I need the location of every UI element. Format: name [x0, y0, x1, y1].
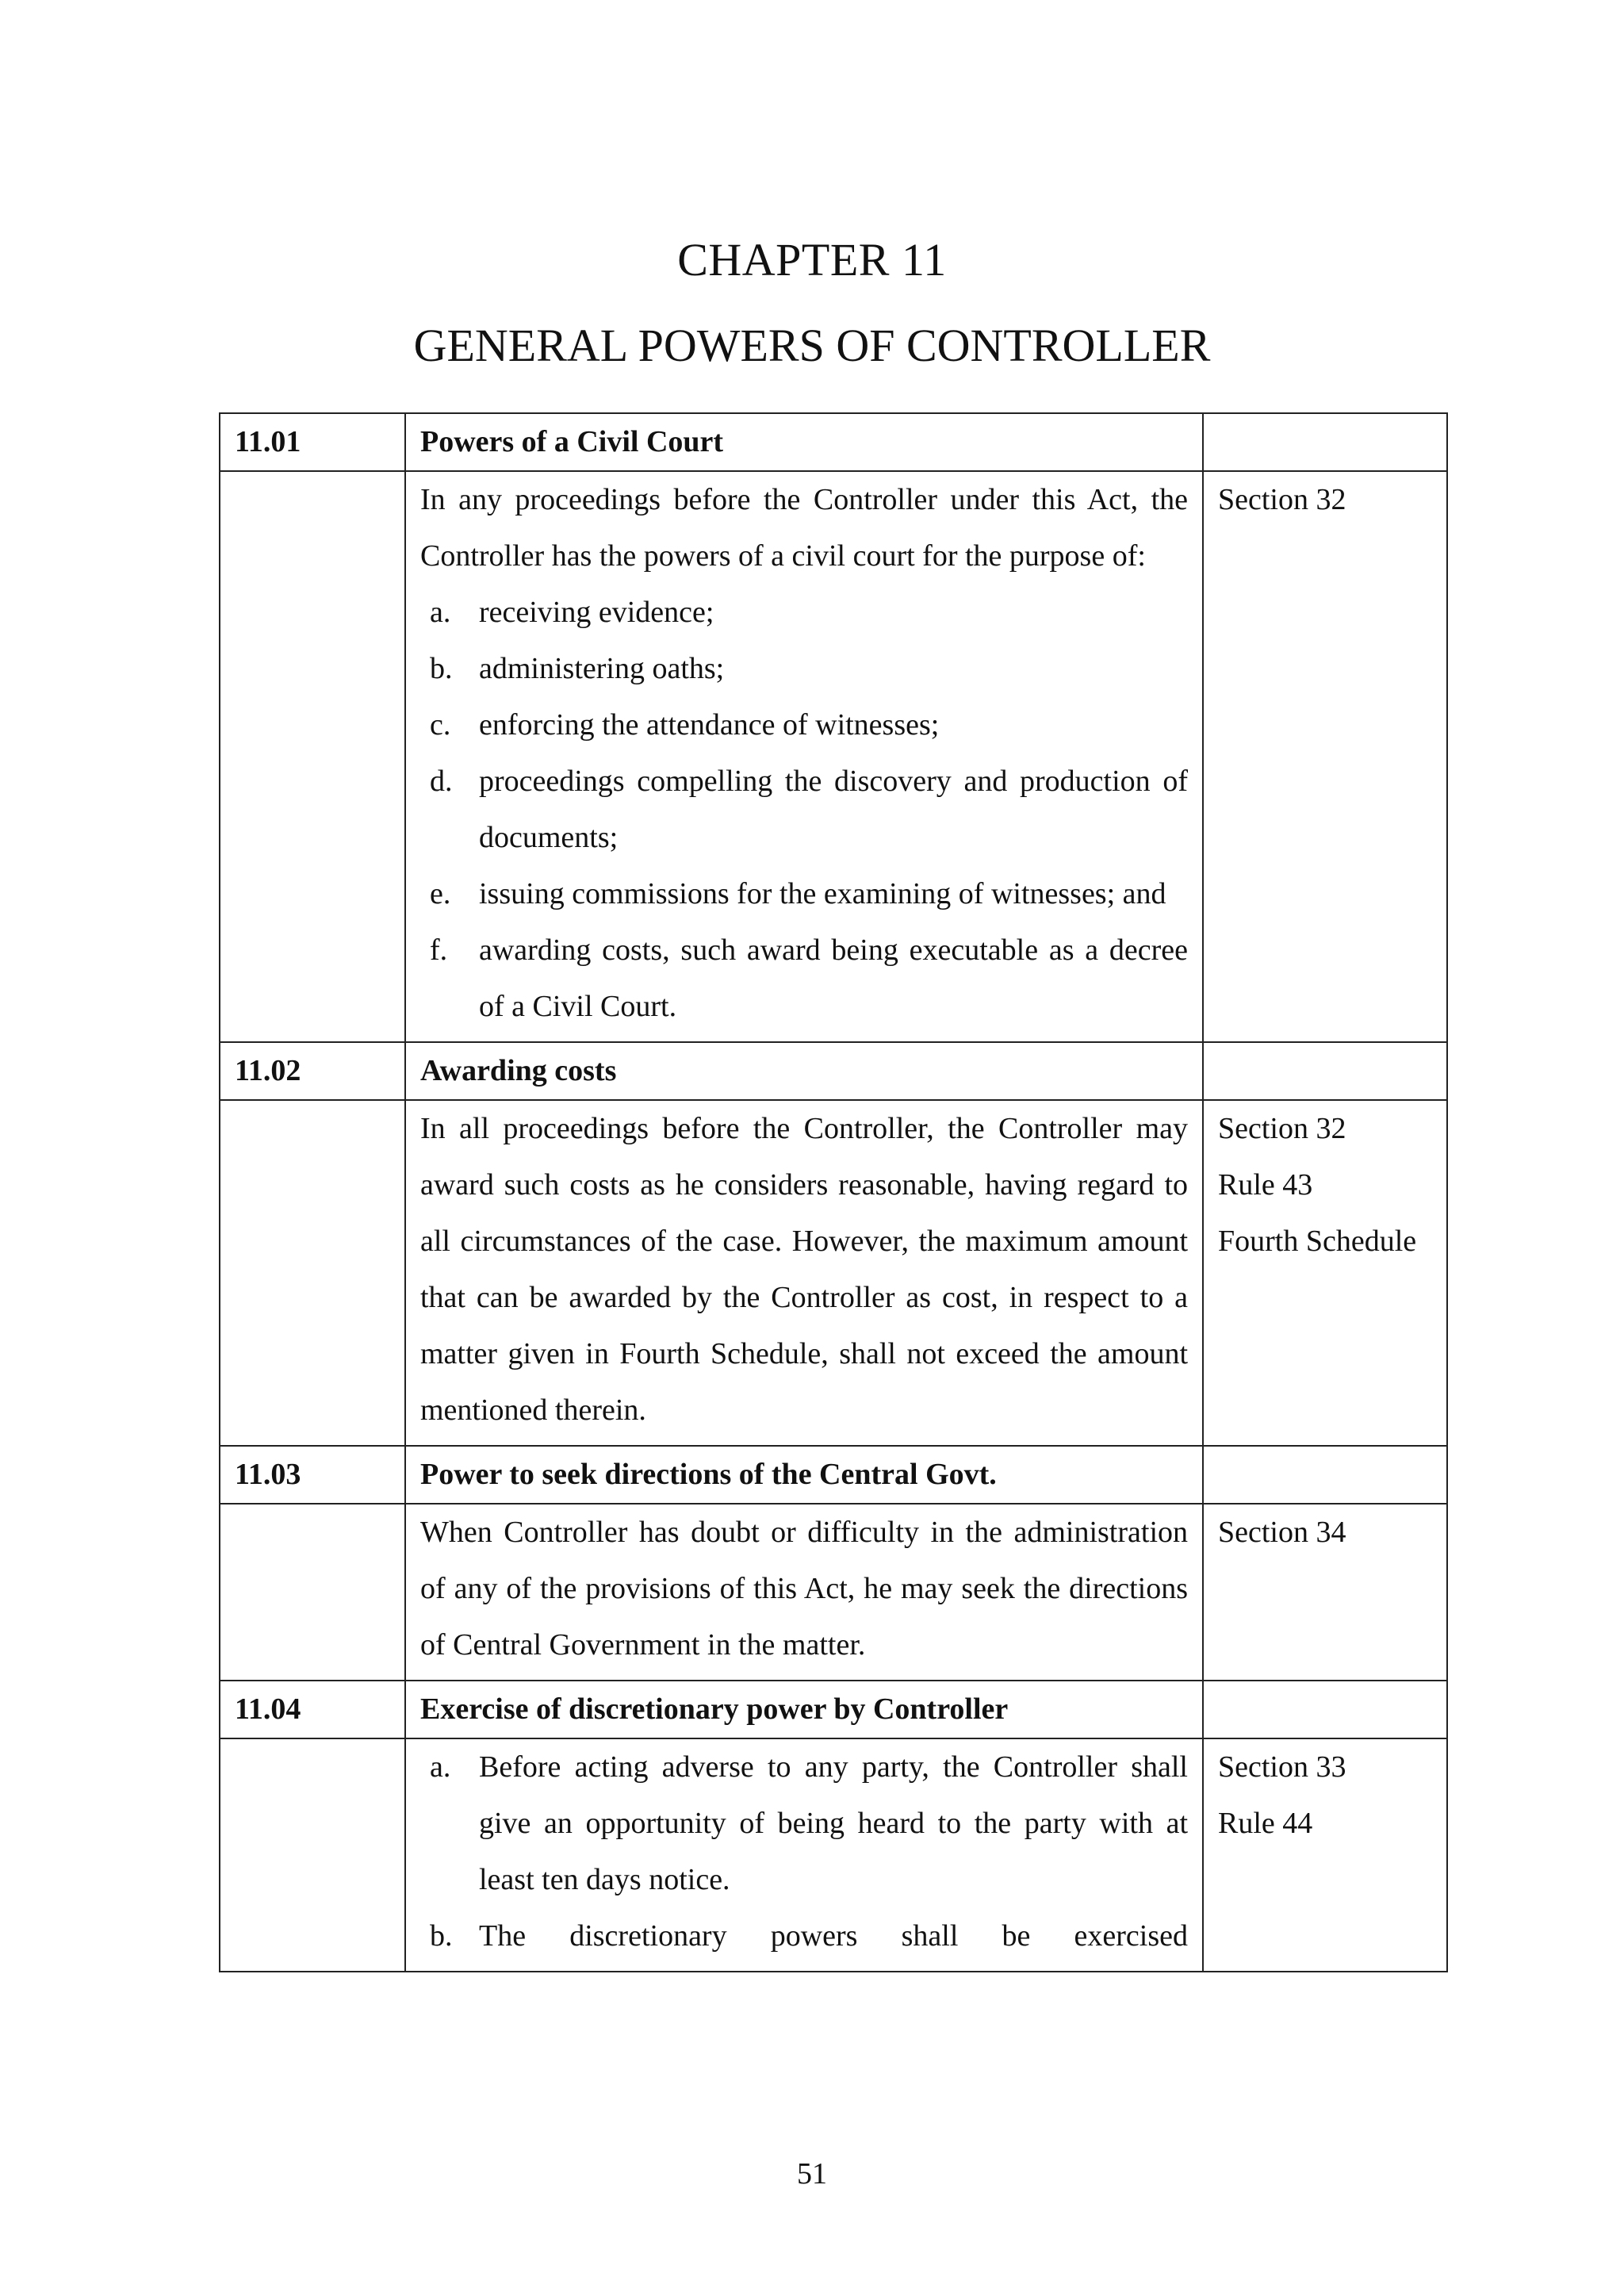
list-marker: d.	[430, 765, 453, 798]
list-marker: a.	[430, 596, 451, 629]
list-item	[420, 1908, 1188, 1964]
section-heading: Power to seek directions of the Central Govt.	[405, 1446, 1203, 1504]
list-item	[420, 697, 1188, 753]
list-marker: c.	[430, 708, 451, 742]
page-number: 51	[797, 2157, 827, 2191]
reference: Rule 43	[1218, 1168, 1313, 1202]
number-cell-empty	[220, 1100, 405, 1446]
reference-cell-empty	[1203, 1042, 1447, 1100]
list-item-text: issuing commissions for the examining of witnesses; and	[479, 877, 1166, 910]
chapter-subtitle: GENERAL POWERS OF CONTROLLER	[413, 320, 1211, 371]
item-list	[420, 585, 1188, 1035]
list-marker: e.	[430, 877, 451, 910]
list-item-text: The discretionary powers shall be exercised	[479, 1919, 1188, 1953]
list-item	[420, 753, 1188, 866]
section-heading-row	[220, 413, 1447, 471]
section-body-row	[220, 1100, 1447, 1446]
list-item-text: Before acting adverse to any party, the Controller shall give an opportunity of being heard to the party with at least ten days notice.	[479, 1750, 1188, 1896]
section-body	[405, 1738, 1203, 1972]
reference-cell	[1203, 471, 1447, 1042]
reference-cell-empty	[1203, 1681, 1447, 1738]
section-body	[405, 1100, 1203, 1446]
section-intro: In any proceedings before the Controller under this Act, the Controller has the powers of a civil court for the purpose of:	[420, 483, 1188, 573]
section-intro: In all proceedings before the Controller, the Controller may award such costs as he considers reasonable, having regard to all circumstances of the case. However, the maximum amount that can be awarded by the Controller as cost, in respect to a matter given in Fourth Schedule, shall not exceed the amount mentioned therein.	[420, 1112, 1188, 1427]
section-number: 11.04	[220, 1681, 405, 1738]
list-marker: b.	[430, 652, 453, 685]
number-cell-empty	[220, 1738, 405, 1972]
section-heading: Awarding costs	[405, 1042, 1203, 1100]
section-body-row	[220, 1504, 1447, 1681]
section-body-row	[220, 1738, 1447, 1972]
list-item-text: awarding costs, such award being executable as a decree of a Civil Court.	[479, 933, 1188, 1023]
chapter-title: CHAPTER 11	[677, 234, 947, 286]
reference: Section 34	[1218, 1516, 1346, 1549]
list-item-text: proceedings compelling the discovery and production of documents;	[479, 765, 1188, 854]
list-item-text: enforcing the attendance of witnesses;	[479, 708, 940, 742]
manual-table	[219, 412, 1448, 1972]
section-heading-row	[220, 1042, 1447, 1100]
reference-cell	[1203, 1504, 1447, 1681]
number-cell-empty	[220, 471, 405, 1042]
section-intro: When Controller has doubt or difficulty in the administration of any of the provisions of this Act, he may seek the directions of Central Government in the matter.	[420, 1516, 1188, 1662]
list-marker: b.	[430, 1919, 453, 1953]
reference: Section 33	[1218, 1750, 1346, 1784]
list-item	[420, 585, 1188, 641]
number-cell-empty	[220, 1504, 405, 1681]
list-item	[420, 641, 1188, 697]
reference: Rule 44	[1218, 1807, 1313, 1840]
list-item	[420, 1739, 1188, 1908]
section-body	[405, 471, 1203, 1042]
list-marker: f.	[430, 933, 448, 967]
section-body-row	[220, 471, 1447, 1042]
reference: Fourth Schedule	[1218, 1225, 1417, 1258]
section-number: 11.01	[220, 413, 405, 471]
section-heading: Powers of a Civil Court	[405, 413, 1203, 471]
reference-cell	[1203, 1100, 1447, 1446]
section-body	[405, 1504, 1203, 1681]
reference: Section 32	[1218, 483, 1346, 516]
list-marker: a.	[430, 1750, 451, 1784]
section-number: 11.02	[220, 1042, 405, 1100]
reference: Section 32	[1218, 1112, 1346, 1145]
section-heading-row	[220, 1681, 1447, 1738]
item-list	[420, 1739, 1188, 1964]
list-item-text: administering oaths;	[479, 652, 725, 685]
reference-cell	[1203, 1738, 1447, 1972]
section-heading: Exercise of discretionary power by Controller	[405, 1681, 1203, 1738]
reference-cell-empty	[1203, 1446, 1447, 1504]
list-item-text: receiving evidence;	[479, 596, 714, 629]
reference-cell-empty	[1203, 413, 1447, 471]
list-item	[420, 922, 1188, 1035]
list-item	[420, 866, 1188, 922]
section-heading-row	[220, 1446, 1447, 1504]
section-number: 11.03	[220, 1446, 405, 1504]
